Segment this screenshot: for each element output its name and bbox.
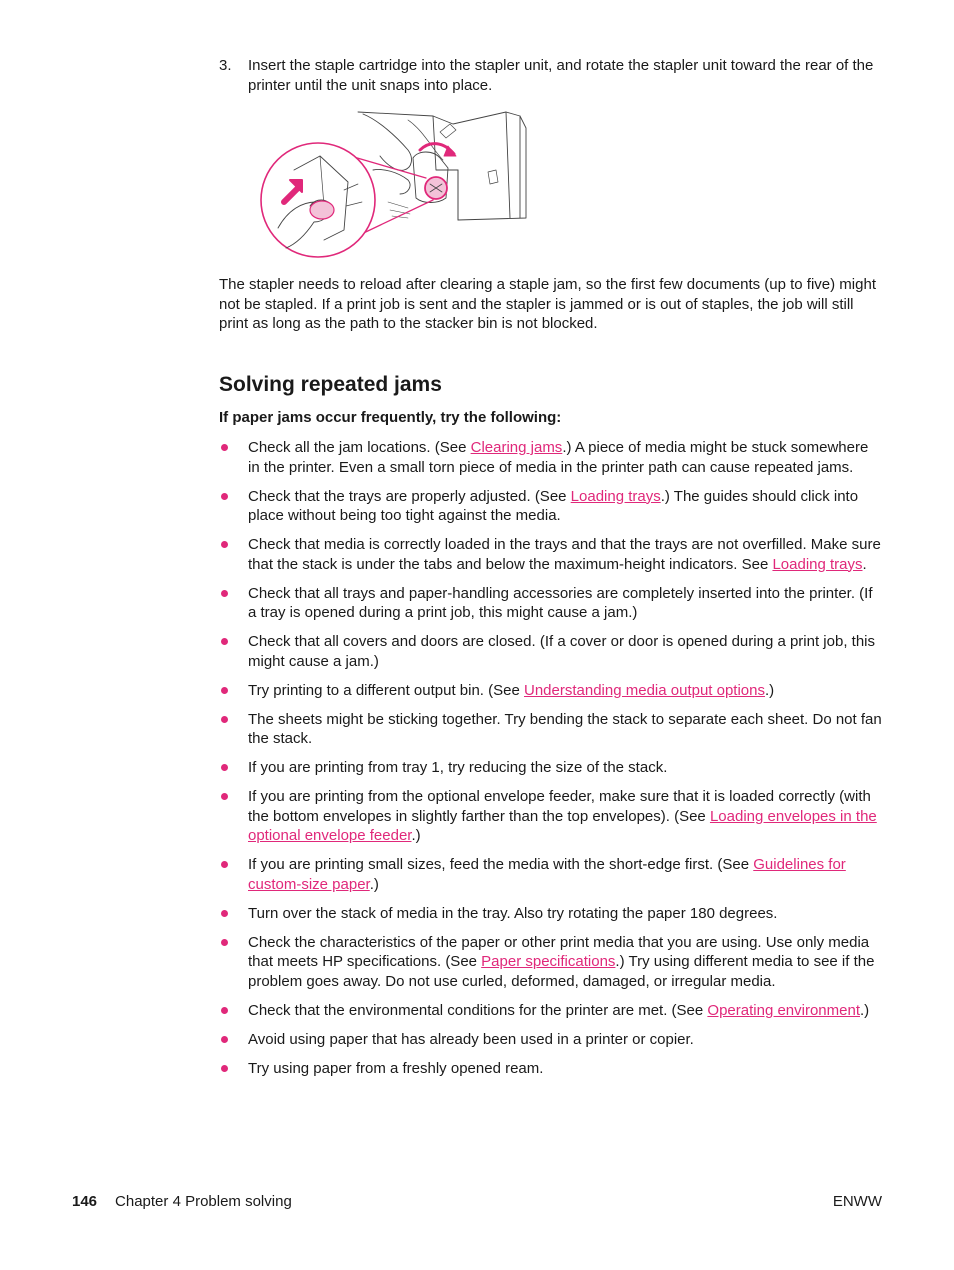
bullet-dot xyxy=(221,1036,228,1043)
bullet-dot xyxy=(221,493,228,500)
bullet-dot xyxy=(221,541,228,548)
list-item: If you are printing from tray 1, try reducing the size of the stack. xyxy=(219,758,884,778)
list-item: Avoid using paper that has already been used in a printer or copier. xyxy=(219,1030,884,1050)
link-operating-environment[interactable]: Operating environment xyxy=(707,1001,860,1019)
bullet-dot xyxy=(221,793,228,800)
list-item: Try using paper from a freshly opened ream. xyxy=(219,1059,884,1079)
stapler-illustration xyxy=(258,110,530,260)
bullet-dot xyxy=(221,638,228,645)
step-number: 3. xyxy=(219,57,232,74)
page-number: 146 xyxy=(72,1193,98,1210)
bullet-dot xyxy=(221,716,228,723)
list-item: If you are printing small sizes, feed the media with the short-edge first. (See Guidelines for custom-size paper.) xyxy=(219,855,884,894)
link-clearing-jams[interactable]: Clearing jams xyxy=(470,439,563,456)
section-heading: Solving repeated jams xyxy=(219,373,442,396)
bullet-dot xyxy=(221,939,228,946)
list-item: Check that all trays and paper-handling accessories are completely inserted into the printer. (If a tray is opened during a print job, this might cause a jam.) xyxy=(219,584,884,623)
bullet-dot xyxy=(221,687,228,694)
bullet-dot xyxy=(221,1065,228,1072)
list-item: Check all the jam locations. (See Clearing jams.) A piece of media might be stuck somewhere in the printer. Even a small torn piece of media in the printer path can cause repeated jams. xyxy=(219,438,884,477)
link-understanding-media-output-options[interactable]: Understanding media output options xyxy=(524,681,765,699)
footer-edition-label: ENWW xyxy=(832,1193,882,1210)
bullet-dot xyxy=(221,861,228,868)
list-item: Check that media is correctly loaded in the trays and that the trays are not overfilled. Make sure that the stack is under the tabs and below the maximum-height indicators. See Loading trays. xyxy=(219,535,884,574)
repeated-jams-list xyxy=(219,438,884,1088)
link-loading-trays[interactable]: Loading trays xyxy=(570,487,661,505)
bullet-dot xyxy=(221,910,228,917)
link-guidelines-custom-size-paper[interactable]: Guidelines for custom-size paper xyxy=(248,856,846,893)
link-loading-trays[interactable]: Loading trays xyxy=(772,555,863,573)
stapler-reload-note: The stapler needs to reload after clearing a staple jam, so the first few documents (up to five) might not be stapled. If a print job is sent and the stapler is jammed or is out of staples, the job will still print as long as the path to the stacker bin is not blocked. xyxy=(219,276,876,332)
bullet-dot xyxy=(221,444,228,451)
bullet-dot xyxy=(221,590,228,597)
bullet-dot xyxy=(221,764,228,771)
link-paper-specifications[interactable]: Paper specifications xyxy=(481,953,616,970)
step-3 xyxy=(219,56,884,95)
section-subheading: If paper jams occur frequently, try the following: xyxy=(219,409,562,426)
list-item: Check that the environmental conditions for the printer are met. (See Operating environment.) xyxy=(219,1001,884,1021)
step-text: Insert the staple cartridge into the stapler unit, and rotate the stapler unit toward the rear of the printer until the unit snaps into place. xyxy=(248,57,874,94)
bullet-dot xyxy=(221,1007,228,1014)
page-footer xyxy=(72,1192,882,1212)
list-item: Check that the trays are properly adjusted. (See Loading trays.) The guides should click into place without being too tight against the media. xyxy=(219,487,884,526)
list-item: Turn over the stack of media in the tray. Also try rotating the paper 180 degrees. xyxy=(219,904,884,924)
link-loading-envelopes[interactable]: Loading envelopes in the optional envelope feeder xyxy=(248,807,877,844)
list-item: The sheets might be sticking together. Try bending the stack to separate each sheet. Do not fan the stack. xyxy=(219,710,884,749)
list-item: Try printing to a different output bin. (See Understanding media output options.) xyxy=(219,681,884,701)
list-item: If you are printing from the optional envelope feeder, make sure that it is loaded correctly (with the bottom envelopes in slightly farther than the top envelopes). (See Loading envelopes in the optional envelope feeder.) xyxy=(219,787,884,846)
chapter-label: Chapter 4 Problem solving xyxy=(115,1193,292,1210)
list-item: Check the characteristics of the paper or other print media that you are using. Use only media that meets HP specifications. (See Paper specifications.) Try using different media to see if the problem goes away. Do not use curled, deformed, damaged, or irregular media. xyxy=(219,933,884,992)
list-item: Check that all covers and doors are closed. (If a cover or door is opened during a print job, this might cause a jam.) xyxy=(219,632,884,671)
